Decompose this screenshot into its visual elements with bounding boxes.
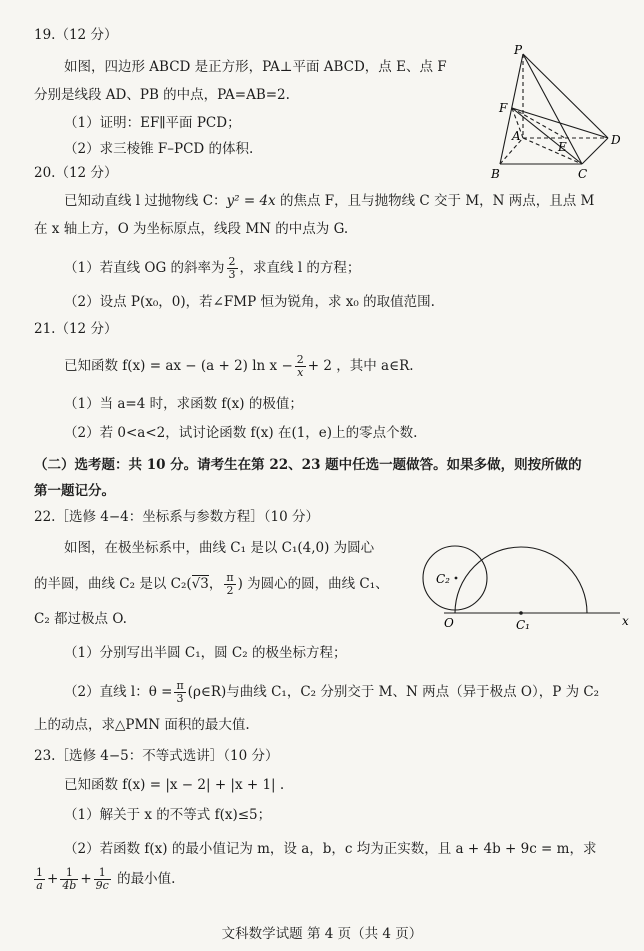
q22-line1: 如图，在极坐标系中，曲线 C₁ 是以 C₁(4,0) 为圆心: [64, 540, 375, 556]
q23-header: 23.［选修 4−5：不等式选讲］（10 分）: [34, 748, 279, 764]
label-E: E: [558, 140, 567, 154]
q22-part2-line1: （2）直线 l：θ = $\frac{\pi}{3}$ (ρ∈R)与曲线 C₁，C₂ 分别交于 M、N 两点（异于极点 O），P 为 C₂: [64, 679, 600, 705]
q19-stem-line1: 如图，四边形 ABCD 是正方形，PA⊥平面 ABCD，点 E、点 F: [64, 59, 447, 75]
q19-header: 19.（12 分）: [34, 27, 118, 43]
q22-part2-line2: 上的动点，求△PMN 面积的最大值.: [34, 717, 250, 733]
label-A: A: [512, 129, 521, 143]
label-F: F: [499, 101, 508, 115]
label-C: C: [578, 167, 588, 181]
q19-pyramid-figure: [490, 40, 630, 182]
q23-expression: $\frac{1}{a}$ + $\frac{1}{4b}$ + $\frac{1}{9c}$ 的最小值.: [36, 866, 176, 892]
q19-stem-line2: 分别是线段 AD、PB 的中点，PA=AB=2.: [34, 87, 290, 103]
q20-part1: （1）若直线 OG 的斜率为 $\frac{2}{3}$ ，求直线 l 的方程；: [64, 255, 361, 281]
q21-stem: 已知函数 f(x) = ax − (a + 2) ln x − $\frac{2}{x}$ + 2 ，其中 a∈R.: [64, 353, 414, 379]
q22-polar-figure: [420, 535, 636, 635]
label-O: O: [444, 616, 454, 630]
q22-line3: C₂ 都过极点 O.: [34, 611, 127, 627]
q22-part1: （1）分别写出半圆 C₁，圆 C₂ 的极坐标方程；: [64, 645, 347, 661]
fraction-1-9c: $\frac{1}{9c}$: [95, 866, 109, 892]
q23-part1: （1）解关于 x 的不等式 f(x)≤5；: [64, 807, 272, 823]
q20-part2: （2）设点 P(x₀，0)，若∠FMP 恒为锐角，求 x₀ 的取值范围.: [64, 294, 435, 310]
section-note-line2: 第一题记分。: [34, 483, 115, 499]
fraction-1-4b: $\frac{1}{4b}$: [62, 866, 77, 892]
q20-stem-line1: 已知动直线 l 过抛物线 C：y² = 4x 的焦点 F，且与抛物线 C 交于 M，N 两点，且点 M: [64, 193, 595, 209]
label-x: x: [622, 614, 629, 628]
q22-pi-over-3: $\frac{\pi}{3}$: [176, 679, 184, 705]
q21-header: 21.（12 分）: [34, 321, 118, 337]
q21-part2: （2）若 0<a<2，试讨论函数 f(x) 在(1，e)上的零点个数.: [64, 425, 418, 441]
q19-part2: （2）求三棱锥 F–PCD 的体积.: [64, 141, 254, 157]
section-note-line1: （二）选考题：共 10 分。请考生在第 22、23 题中任选一题做答。如果多做，则按所做的: [34, 457, 582, 473]
q20-header: 20.（12 分）: [34, 165, 118, 181]
page-footer: 文科数学试题 第 4 页（共 4 页）: [221, 926, 423, 942]
q22-pi-over-2: $\frac{\pi}{2}$: [226, 571, 234, 597]
slope-fraction: $\frac{2}{3}$: [228, 255, 236, 281]
q22-line2: 的半圆，曲线 C₂ 是以 C₂(√3， $\frac{\pi}{2}$ ) 为圆心的圆，曲线 C₁、: [34, 571, 389, 597]
label-C1: C₁: [516, 618, 530, 632]
q20-stem-line2: 在 x 轴上方，O 为坐标原点，线段 MN 的中点为 G.: [34, 221, 349, 237]
fraction-1-a: $\frac{1}{a}$: [36, 866, 43, 892]
label-P: P: [514, 43, 523, 57]
q23-part2: （2）若函数 f(x) 的最小值记为 m，设 a，b，c 均为正实数，且 a + 4b + 9c = m，求: [64, 841, 597, 857]
label-D: D: [611, 133, 621, 147]
q19-part1: （1）证明：EF∥平面 PCD；: [64, 115, 241, 131]
label-B: B: [491, 167, 500, 181]
q21-fraction: $\frac{2}{x}$: [296, 353, 304, 379]
q21-part1: （1）当 a=4 时，求函数 f(x) 的极值；: [64, 396, 303, 412]
q23-stem: 已知函数 f(x) = |x − 2| + |x + 1| .: [64, 777, 285, 793]
label-C2: C₂: [436, 572, 450, 586]
q22-header: 22.［选修 4−4：坐标系与参数方程］（10 分）: [34, 509, 319, 525]
